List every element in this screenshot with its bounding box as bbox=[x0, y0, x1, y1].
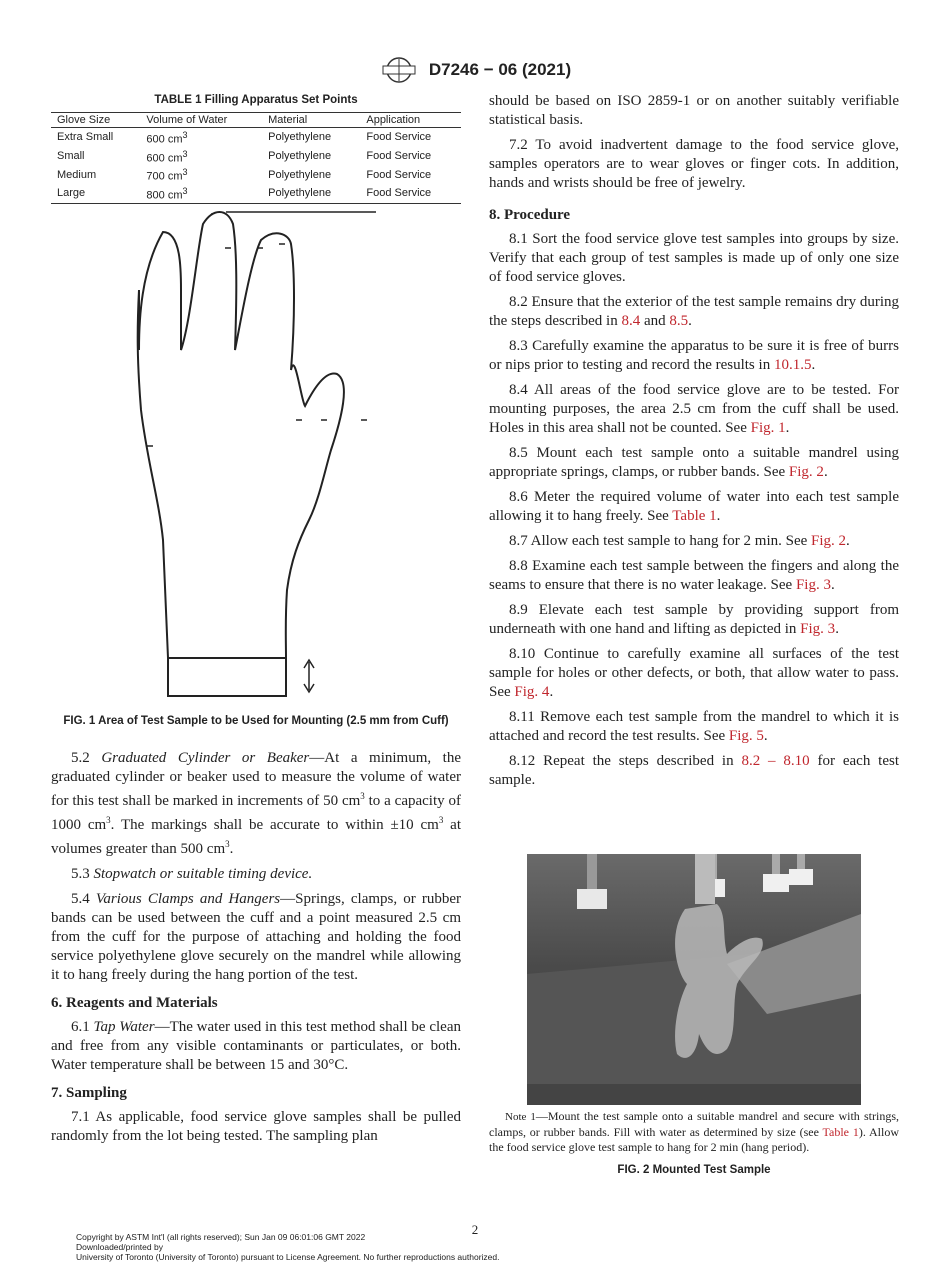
left-column bbox=[51, 92, 461, 1152]
paragraph-5-2: 5.2 Graduated Cylinder or Beaker—At a minimum, the graduated cylinder or beaker used to measure the volume of water for this test shall be marked in increments of 50 $cm^3$ to a capacity of 1000 $cm^3$. The markings shall be accurate to within ±10 $cm^3$ at volumes greater than 500 $cm^3$. bbox=[51, 749, 462, 857]
table-cell: 700 $cm^3$ bbox=[146, 167, 188, 183]
link-fig-3[interactable]: Fig. 3 bbox=[800, 621, 836, 637]
table-row bbox=[51, 147, 461, 166]
table-header: Volume of Water bbox=[140, 113, 262, 128]
link-8-4[interactable]: 8.4 bbox=[621, 313, 641, 329]
link-fig-1[interactable]: Fig. 1 bbox=[750, 420, 786, 436]
paragraph-8-6: 8.6 Meter the required volume of water into each test sample allowing it to hang freely. See Table 1. bbox=[489, 489, 899, 524]
table-cell: Food Service bbox=[360, 184, 461, 203]
link-fig-5[interactable]: Fig. 5 bbox=[728, 728, 764, 744]
document-designation: D7246 − 06 (2021) bbox=[428, 60, 572, 79]
table-cell: Medium bbox=[57, 168, 97, 181]
table-cell: 600 $cm^3$ bbox=[146, 130, 188, 146]
page-number: 2 bbox=[471, 1222, 479, 1237]
section-7-heading: 7. Sampling bbox=[51, 1084, 127, 1101]
link-table-1[interactable]: Table 1 bbox=[822, 1125, 859, 1139]
footer-downloaded: Downloaded/printed by bbox=[76, 1242, 163, 1252]
table-header: Glove Size bbox=[51, 113, 140, 128]
paragraph-8-7: 8.7 Allow each test sample to hang for 2 min. See Fig. 2. bbox=[509, 533, 850, 549]
paragraph-7-1: 7.1 As applicable, food service glove samples shall be pulled randomly from the lot being tested. The sampling plan bbox=[51, 1108, 461, 1144]
table-row bbox=[51, 165, 461, 184]
table-cell: Polyethylene bbox=[268, 149, 332, 162]
table-cell: Food Service bbox=[366, 149, 432, 162]
section-6-heading: 6. Reagents and Materials bbox=[51, 994, 218, 1011]
table-cell: 800 $cm^3$ bbox=[140, 184, 262, 203]
table-cell: Food Service bbox=[366, 168, 432, 181]
paragraph-8-1: 8.1 Sort the food service glove test samples into groups by size. Verify that each group of test samples is made up of only one size of food service gloves. bbox=[489, 231, 899, 285]
table-row bbox=[51, 184, 461, 203]
link-8-5[interactable]: 8.5 bbox=[669, 313, 689, 329]
paragraph-8-11: 8.11 Remove each test sample from the mandrel to which it is attached and record the test results. See Fig. 5. bbox=[489, 709, 899, 744]
table-header: Application bbox=[360, 113, 461, 128]
paragraph-8-3: 8.3 Carefully examine the apparatus to be sure it is free of burrs or nips prior to testing and record the results in 10.1.5. bbox=[489, 338, 899, 373]
paragraph-8-2: 8.2 Ensure that the exterior of the test sample remains dry during the steps described in 8.4 and 8.5. bbox=[489, 294, 899, 329]
table-cell: 600 $cm^3$ bbox=[146, 148, 188, 165]
table-cell: Extra Small bbox=[57, 131, 114, 144]
table1-title: TABLE 1 Filling Apparatus Set Points bbox=[154, 94, 358, 106]
paragraph-8-8: 8.8 Examine each test sample between the fingers and along the seams to ensure that there is no water leakage. See Fig. 3. bbox=[489, 558, 899, 593]
paragraph-5-3: 5.3 Stopwatch or suitable timing device. bbox=[71, 865, 313, 882]
astm-logo-icon bbox=[379, 56, 419, 84]
link-fig-4[interactable]: Fig. 4 bbox=[514, 684, 550, 700]
paragraph-7-1-cont: should be based on ISO 2859-1 or on another suitably verifiable statistical basis. bbox=[489, 93, 899, 128]
page-header bbox=[0, 56, 950, 84]
footer-copyright: Copyright by ASTM Int'l (all rights reserved); Sun Jan 09 06:01:06 GMT 2022 bbox=[76, 1232, 366, 1242]
table-cell: Polyethylene bbox=[268, 168, 332, 181]
table-row bbox=[51, 128, 461, 147]
paragraph-7-2: 7.2 To avoid inadvertent damage to the food service glove, samples operators are to wear gloves or finger cots. In addition, hands and wrists should be free of jewelry. bbox=[489, 137, 899, 191]
paragraph-8-4: 8.4 All areas of the food service glove are to be tested. For mounting purposes, the area 2.5 cm from the cuff shall be used. Holes in this area shall not be counted. See Fig. 1. bbox=[489, 382, 899, 436]
glove-outline-figure bbox=[51, 210, 461, 710]
paragraph-6-1: 6.1 Tap Water—The water used in this test method shall be clean and free from any visible contaminants or particulates, or both. Water temperature shall be between 15 and 30°C. bbox=[51, 1018, 461, 1073]
link-10-1-5[interactable]: 10.1.5 bbox=[773, 357, 812, 373]
link-fig-3[interactable]: Fig. 3 bbox=[795, 577, 831, 593]
table-cell: Polyethylene bbox=[262, 184, 360, 203]
table-cell: Polyethylene bbox=[268, 131, 332, 144]
fig2-caption: FIG. 2 Mounted Test Sample bbox=[617, 1164, 771, 1176]
paragraph-8-10: 8.10 Continue to carefully examine all surfaces of the test sample for holes or other defects, or both, that allow water to pass. See Fig. 4. bbox=[489, 646, 899, 700]
section-8-heading: 8. Procedure bbox=[489, 207, 571, 223]
link-table-1[interactable]: Table 1 bbox=[672, 508, 717, 524]
link-fig-2[interactable]: Fig. 2 bbox=[811, 533, 847, 549]
footer-license: University of Toronto (University of Toronto) pursuant to License Agreement. No further reproductions authorized. bbox=[76, 1252, 500, 1262]
table-header: Material bbox=[262, 113, 360, 128]
paragraph-5-4: 5.4 Various Clamps and Hangers—Springs, clamps, or rubber bands can be used between the cuff and a point measured 2.5 cm from the cuff for the purpose of attaching and holding the food service polyethylene glove securely on the mandrel while allowing it to hang freely during the hang portion of the test. bbox=[51, 890, 462, 983]
paragraph-8-9: 8.9 Elevate each test sample by providing support from underneath with one hand and lifting as depicted in Fig. 3. bbox=[489, 602, 899, 637]
table1 bbox=[51, 112, 461, 204]
footer bbox=[76, 1232, 500, 1262]
table-cell: Food Service bbox=[366, 131, 432, 144]
fig2-note: Note 1—Mount the test sample onto a suitable mandrel and secure with strings, clamps, or rubber bands. Fill with water as determined by size (see Table 1). Allow the food service glove test sample to hang for 2 min (hang period). bbox=[489, 1109, 899, 1154]
fig1-caption: FIG. 1 Area of Test Sample to be Used for Mounting (2.5 mm from Cuff) bbox=[63, 714, 449, 727]
mounted-sample-photo bbox=[527, 854, 861, 1105]
paragraph-8-12: 8.12 Repeat the steps described in 8.2 – 8.10 for each test sample. bbox=[489, 753, 899, 788]
right-column bbox=[489, 92, 899, 1178]
table-cell: Large bbox=[51, 184, 140, 203]
link-8-2-8-10[interactable]: 8.2 – 8.10 bbox=[741, 753, 810, 769]
link-fig-2[interactable]: Fig. 2 bbox=[788, 464, 824, 480]
paragraph-8-5: 8.5 Mount each test sample onto a suitable mandrel using appropriate springs, clamps, or rubber bands. See Fig. 2. bbox=[489, 445, 899, 480]
table-cell: Small bbox=[57, 149, 85, 162]
